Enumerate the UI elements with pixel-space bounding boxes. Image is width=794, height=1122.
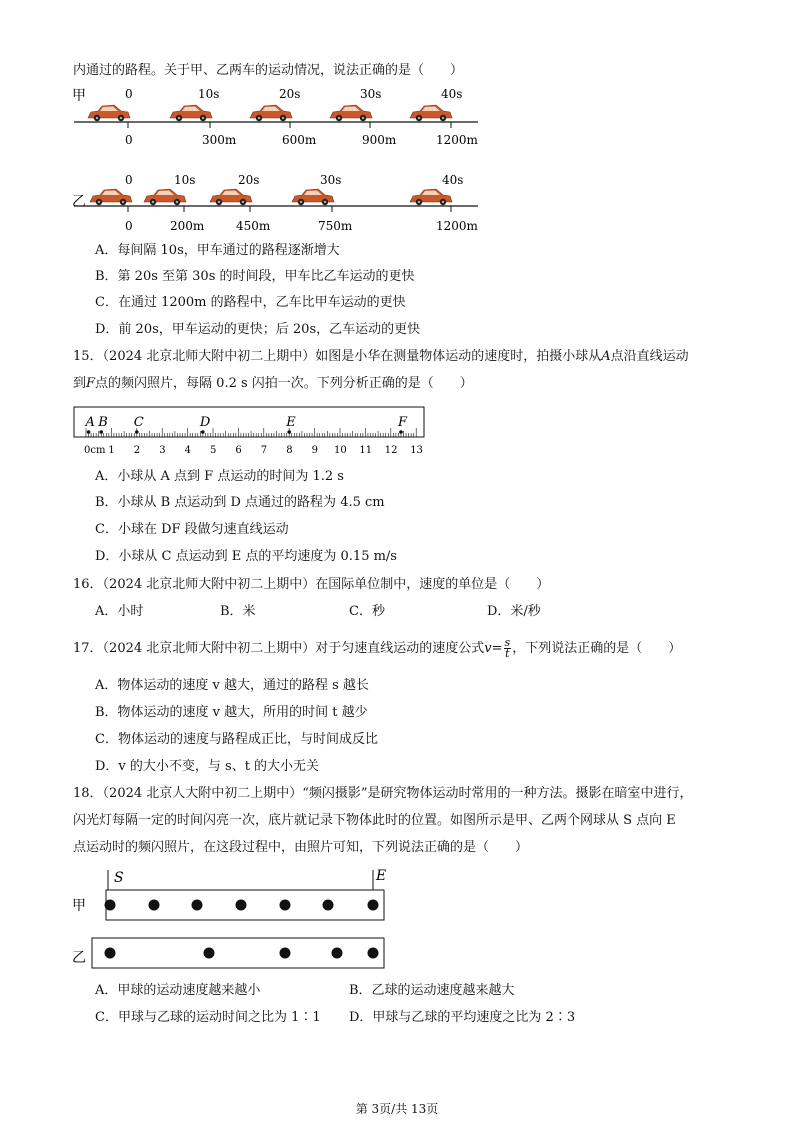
- q18-option-c[interactable]: C．甲球与乙球的运动时间之比为 1∶1: [95, 1010, 321, 1025]
- q18-jia-ball: [368, 900, 379, 911]
- q14-yi-car-2: [144, 189, 186, 205]
- ruler-point-label: E: [286, 415, 296, 430]
- q17-formula-fraction: $\frac{s}{t}$: [504, 636, 511, 660]
- q14-yi-car-3: [210, 189, 252, 205]
- q14-yi-car-4: [292, 189, 334, 205]
- q18-label-e: E: [376, 868, 387, 884]
- q17-option-d[interactable]: D．v 的大小不变，与 s、t 的大小无关: [95, 759, 320, 774]
- q14-jia-time-1: 10s: [198, 87, 220, 101]
- page-footer: 第 3页/共 13页: [355, 1102, 439, 1116]
- q18-yi-ball: [204, 948, 215, 959]
- ruler-point-label: C: [133, 415, 144, 430]
- q14-jia-dist-1: 300m: [202, 133, 237, 147]
- q14-jia-dist-3: 900m: [362, 133, 397, 147]
- ruler-point-dot: [201, 430, 205, 434]
- q14-option-a[interactable]: A．每间隔 10s，甲车通过的路程逐渐增大: [95, 243, 340, 258]
- q18-flash-diagram: [70, 866, 400, 976]
- q14-yi-dist-3: 750m: [318, 219, 353, 233]
- ruler-number: 11: [359, 445, 373, 456]
- q18-jia-ball: [236, 900, 247, 911]
- q14-yi-car-5: [410, 189, 452, 205]
- q14-jia-dist-4: 1200m: [436, 133, 478, 147]
- q14-jia-time-4: 40s: [441, 87, 463, 101]
- ruler-number: 1: [108, 445, 115, 456]
- q14-option-b[interactable]: B．第 20s 至第 30s 的时间段，甲车比乙车运动的更快: [95, 269, 415, 284]
- ruler-number: 0cm: [84, 445, 106, 456]
- ruler-number: 12: [384, 445, 398, 456]
- q14-jia-car-2: [170, 105, 212, 121]
- q16-option-b[interactable]: B．米: [220, 604, 256, 619]
- ruler-number: 13: [410, 445, 423, 456]
- ruler-number: 9: [311, 445, 318, 456]
- q14-option-d[interactable]: D．前 20s，甲车运动的更快；后 20s，乙车运动的更快: [95, 322, 421, 337]
- q14-option-c[interactable]: C．在通过 1200m 的路程中，乙车比甲车运动的更快: [95, 295, 406, 310]
- ruler-number: 6: [235, 445, 242, 456]
- q18-label-s: S: [114, 870, 124, 886]
- q15-stem-line2: 到F点的频闪照片，每隔 0.2 s 闪拍一次。下列分析正确的是（ ）: [73, 376, 473, 391]
- q14-jia-dist-2: 600m: [282, 133, 317, 147]
- q17-formula-v: v: [484, 641, 492, 656]
- q18-jia-ball: [323, 900, 334, 911]
- q14-jia-car-4: [330, 105, 372, 121]
- ruler-number: 3: [159, 445, 166, 456]
- q18-yi-ball: [105, 948, 116, 959]
- q18-jia-label: 甲: [72, 898, 86, 914]
- q17-option-b[interactable]: B．物体运动的速度 v 越大，所用的时间 t 越少: [95, 705, 368, 720]
- q15-point-f: F: [86, 376, 96, 391]
- q14-jia-car-5: [410, 105, 452, 121]
- q14-jia-car-3: [250, 105, 292, 121]
- q18-jia-ball: [280, 900, 291, 911]
- q14-jia-car-1: [88, 105, 130, 121]
- q15-stem-line1: 15．（2024 北京北师大附中初二上期中）如图是小华在测量物体运动的速度时，拍摄小球从A点沿直线运动: [73, 349, 689, 364]
- q18-jia-ball: [149, 900, 160, 911]
- q14-yi-time-0: 0: [125, 173, 133, 187]
- q16-option-a[interactable]: A．小时: [95, 604, 144, 619]
- q18-stem-line1: 18．（2024 北京人大附中初二上期中）“频闪摄影”是研究物体运动时常用的一种方法。摄影在暗室中进行，: [73, 786, 693, 801]
- q18-yi-ball: [332, 948, 343, 959]
- q18-option-a[interactable]: A．甲球的运动速度越来越小: [95, 983, 261, 998]
- ruler-point-label: A: [85, 415, 95, 430]
- q14-yi-time-2: 20s: [238, 173, 260, 187]
- q18-yi-label: 乙: [72, 950, 86, 966]
- ruler-point-dot: [99, 430, 103, 434]
- ruler-point-dot: [287, 430, 291, 434]
- ruler-point-label: D: [199, 415, 211, 430]
- q14-jia-time-2: 20s: [279, 87, 301, 101]
- q14-yi-car-1: [90, 189, 132, 205]
- ruler-point-label: B: [98, 415, 108, 430]
- ruler-number: 10: [334, 445, 347, 456]
- q14-yi-label: 乙: [72, 194, 86, 210]
- q14-yi-time-4: 40s: [442, 173, 464, 187]
- q14-yi-time-1: 10s: [174, 173, 196, 187]
- q18-yi-ball: [368, 948, 379, 959]
- q14-jia-dist-0: 0: [125, 133, 133, 147]
- q15-ruler-points: [85, 415, 408, 434]
- q15-ruler-diagram: [72, 405, 432, 461]
- q15-ruler-body: [74, 407, 424, 437]
- q15-option-a[interactable]: A．小球从 A 点到 F 点运动的时间为 1.2 s: [95, 469, 344, 484]
- q17-option-a[interactable]: A．物体运动的速度 v 越大，通过的路程 s 越长: [95, 678, 369, 693]
- ruler-number: 2: [133, 445, 141, 456]
- q17-stem: 17．（2024 北京北师大附中初二上期中）对于匀速直线运动的速度公式v= $\frac{s}{t}$ ，下列说法正确的是（ ）: [73, 636, 682, 660]
- q18-stem-line2: 闪光灯每隔一定的时间闪亮一次，底片就记录下物体此时的位置。如图所示是甲、乙两个网球从 S 点向 E: [73, 813, 676, 828]
- q14-yi-dist-4: 1200m: [436, 219, 478, 233]
- q14-yi-diagram: [70, 170, 490, 236]
- q14-jia-time-3: 30s: [360, 87, 382, 101]
- q15-point-a: A: [601, 349, 611, 364]
- q14-jia-diagram: [70, 84, 490, 150]
- ruler-point-dot: [399, 430, 403, 434]
- q15-option-d[interactable]: D．小球从 C 点运动到 E 点的平均速度为 0.15 m/s: [95, 549, 397, 564]
- q16-option-c[interactable]: C．秒: [349, 604, 385, 619]
- q18-option-d[interactable]: D．甲球与乙球的平均速度之比为 2∶3: [349, 1010, 576, 1025]
- ruler-number: 8: [286, 445, 293, 456]
- ruler-point-dot: [135, 430, 139, 434]
- q15-option-c[interactable]: C．小球在 DF 段做匀速直线运动: [95, 522, 289, 537]
- ruler-point-label: F: [397, 415, 407, 430]
- q16-stem: 16．（2024 北京北师大附中初二上期中）在国际单位制中，速度的单位是（ ）: [73, 577, 550, 592]
- q14-yi-dist-1: 200m: [170, 219, 205, 233]
- q14-jia-time-0: 0: [125, 87, 133, 101]
- q18-yi-ball: [280, 948, 291, 959]
- q17-option-c[interactable]: C．物体运动的速度与路程成正比，与时间成反比: [95, 732, 378, 747]
- q18-option-b[interactable]: B．乙球的运动速度越来越大: [349, 983, 515, 998]
- q14-yi-time-3: 30s: [320, 173, 342, 187]
- q15-ruler-numbers: [84, 445, 423, 456]
- ruler-number: 4: [184, 445, 191, 456]
- ruler-number: 5: [210, 445, 217, 456]
- q14-jia-label: 甲: [72, 88, 86, 104]
- q18-jia-ball: [105, 900, 116, 911]
- q14-yi-dist-2: 450m: [236, 219, 271, 233]
- ruler-number: 7: [260, 445, 268, 456]
- ruler-point-dot: [87, 430, 91, 434]
- q16-option-d[interactable]: D．米/秒: [487, 604, 541, 619]
- q14-yi-dist-0: 0: [125, 219, 133, 233]
- q14-stem-tail: 内通过的路程。关于甲、乙两车的运动情况，说法正确的是（ ）: [73, 63, 464, 78]
- q18-stem-line3: 点运动时的频闪照片，在这段过程中，由照片可知，下列说法正确的是（ ）: [73, 840, 529, 855]
- q15-option-b[interactable]: B．小球从 B 点运动到 D 点通过的路程为 4.5 cm: [95, 495, 385, 510]
- q18-jia-ball: [192, 900, 203, 911]
